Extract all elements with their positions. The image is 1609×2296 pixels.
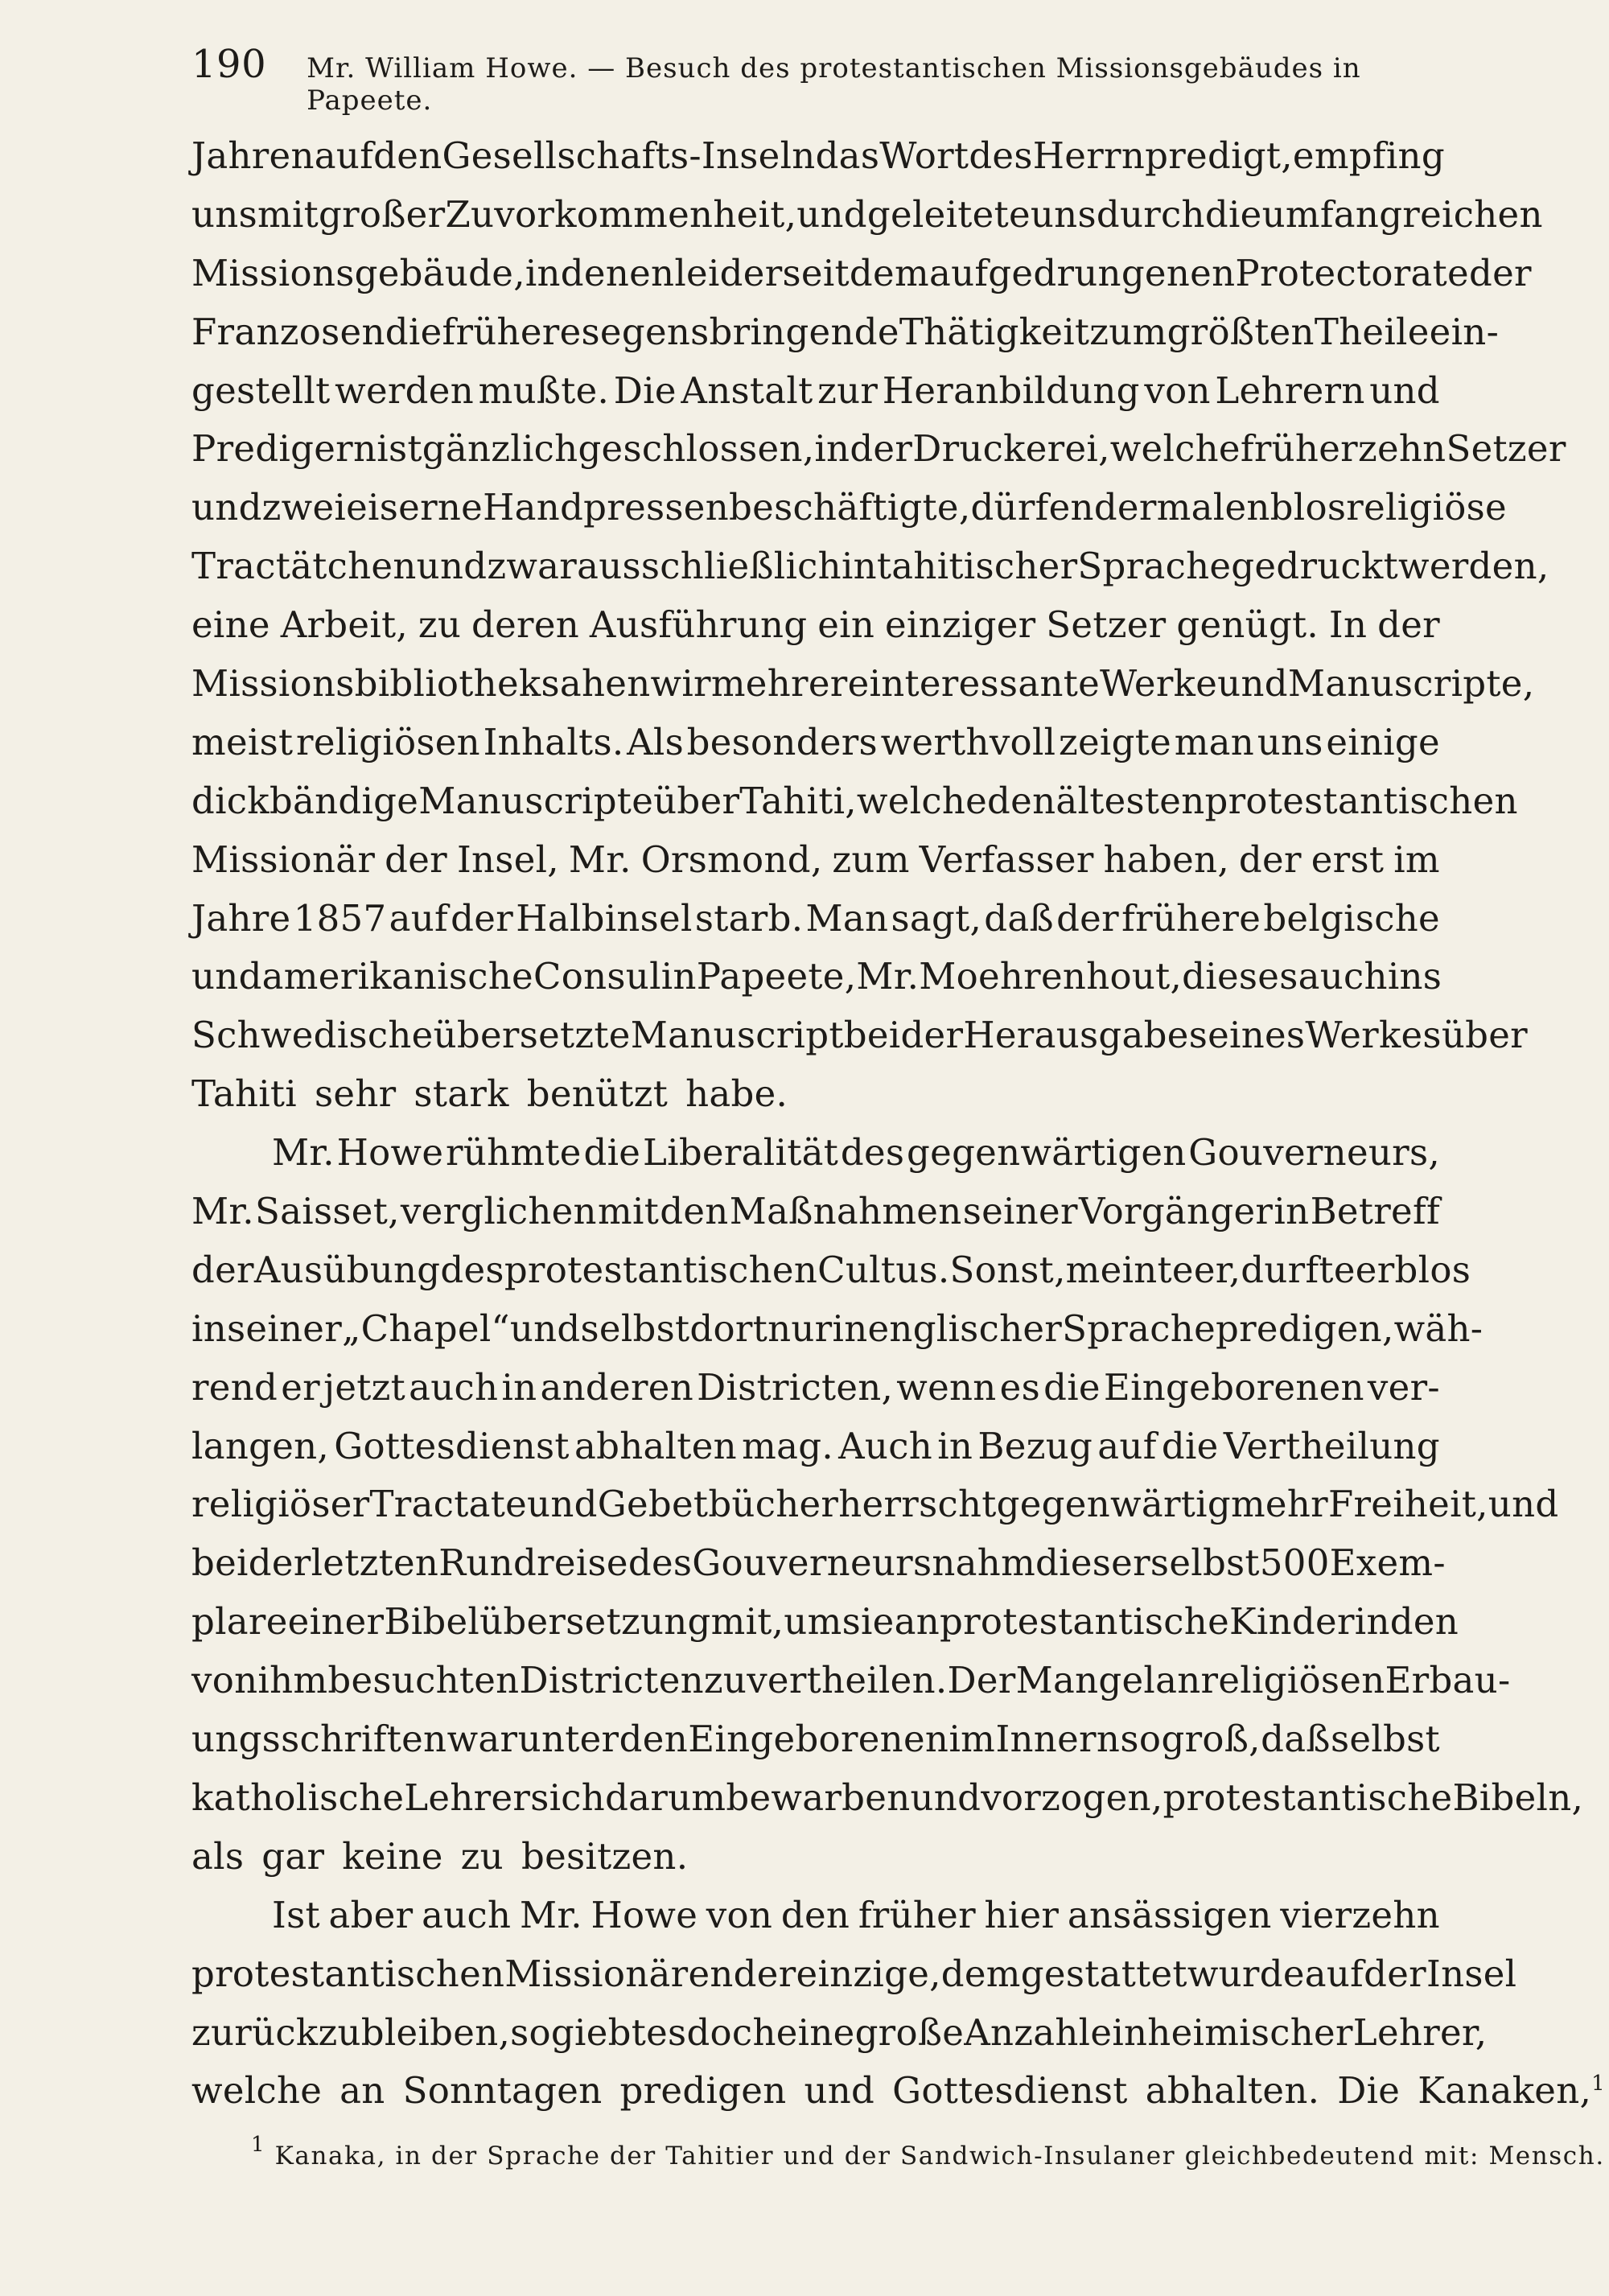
footnote — [251, 2133, 1605, 2175]
text-line: Mr. Saisset, verglichen mit den Maßnahmen seiner Vorgänger in Betreff — [191, 1190, 1440, 1233]
text-line: Ist aber auch Mr. Howe von den früher hier ansässigen vierzehn — [272, 1893, 1440, 1936]
text-line: Missionsgebäude, in denen leider seit dem aufgedrungenen Protectorate der — [191, 251, 1532, 294]
text-line: langen, Gottesdienst abhalten mag. Auch in Bezug auf die Vertheilung — [191, 1424, 1440, 1467]
text-line: uns mit großer Zuvorkommenheit, und geleitete uns durch die umfangreichen — [191, 192, 1543, 236]
text-line: Jahren auf den Gesellschafts-Inseln das Wort des Herrn predigt, empfing — [191, 134, 1445, 177]
text-line: katholische Lehrer sich darum bewarben und vorzogen, protestantische Bibeln, — [191, 1775, 1584, 1819]
text-line: der Ausübung des protestantischen Cultus. Sonst, meinte er, durfte er blos — [191, 1248, 1471, 1291]
text-line: Predigern ist gänzlich geschlossen, in der Druckerei, welche früher zehn Setzer — [191, 427, 1566, 471]
text-line: zurückzubleiben, so giebt es doch eine große Anzahl einheimischer Lehrer, — [191, 2010, 1488, 2054]
body-text — [191, 127, 1605, 2121]
text-line: protestantischen Missionären der einzige, dem gestattet wurde auf der Insel — [191, 1952, 1517, 1995]
text-line: religiöser Tractate und Gebetbücher herrscht gegenwärtig mehr Freiheit, und — [191, 1483, 1559, 1526]
text-line: und zwei eiserne Handpressen beschäftigte, dürfen dermalen blos religiöse — [191, 486, 1507, 529]
text-line: Franzosen die frühere segensbringende Thätigkeit zum größten Theile ein- — [191, 310, 1500, 353]
text-line: Missionär der Insel, Mr. Orsmond, zum Verfasser haben, der erst im — [191, 837, 1440, 881]
text-line: dickbändige Manuscripte über Tahiti, welche den ältesten protestantischen — [191, 779, 1518, 822]
running-head: Mr. William Howe. — Besuch des protestantischen Missionsgebäudes in Papeete. — [307, 52, 1361, 117]
text-line: in seiner „Chapel“ und selbst dort nur in englischer Sprache predigen, wäh- — [191, 1306, 1483, 1350]
text-line: Tractätchen und zwar ausschließlich in tahitischer Sprache gedruckt werden, — [191, 545, 1549, 588]
text-line: und amerikanische Consul in Papeete, Mr. Moehrenhout, dieses auch ins — [191, 955, 1442, 998]
footnote-reference: 1 — [1591, 2072, 1605, 2096]
page-number: 190 — [191, 42, 267, 87]
text-line: welche an Sonntagen predigen und Gottesdienst abhalten. Die Kanaken,$^1$ — [191, 2069, 1605, 2113]
footnote-marker: 1 — [251, 2133, 266, 2157]
text-line: Missionsbibliothek sahen wir mehrere interessante Werke und Manuscripte, — [191, 662, 1535, 706]
text-line: gestellt werden mußte. Die Anstalt zur Heranbildung von Lehrern und — [191, 368, 1440, 412]
text-line: als gar keine zu besitzen. — [191, 1834, 689, 1878]
text-line: Tahiti sehr stark benützt habe. — [191, 1072, 788, 1116]
text-line: bei der letzten Rundreise des Gouverneurs nahm dieser selbst 500 Exem- — [191, 1541, 1446, 1585]
text-line: von ihm besuchten Districten zu vertheilen. Der Mangel an religiösen Erbau- — [191, 1659, 1511, 1702]
text-line: Mr. Howe rühmte die Liberalität des gegenwärtigen Gouverneurs, — [272, 1131, 1440, 1175]
text-line: Schwedische übersetzte Manuscript bei der Herausgabe seines Werkes über — [191, 1014, 1528, 1057]
text-line: Jahre 1857 auf der Halbinsel starb. Man sagt, daß der frühere belgische — [191, 896, 1440, 940]
page-header — [191, 42, 1430, 117]
text-line: meist religiösen Inhalts. Als besonders werthvoll zeigte man uns einige — [191, 720, 1440, 763]
text-line: ungsschriften war unter den Eingeborenen im Innern so groß, daß selbst — [191, 1718, 1440, 1761]
footnote-text: Kanaka, in der Sprache der Tahitier und der Sandwich-Insulaner gleichbedeutend mit: Mensch. — [274, 2142, 1605, 2171]
text-line: eine Arbeit, zu deren Ausführung ein einziger Setzer genügt. In der — [191, 603, 1440, 647]
text-line: plare einer Bibelübersetzung mit, um sie an protestantische Kinder in den — [191, 1600, 1459, 1644]
text-line: rend er jetzt auch in anderen Districten, wenn es die Eingeborenen ver- — [191, 1365, 1440, 1409]
